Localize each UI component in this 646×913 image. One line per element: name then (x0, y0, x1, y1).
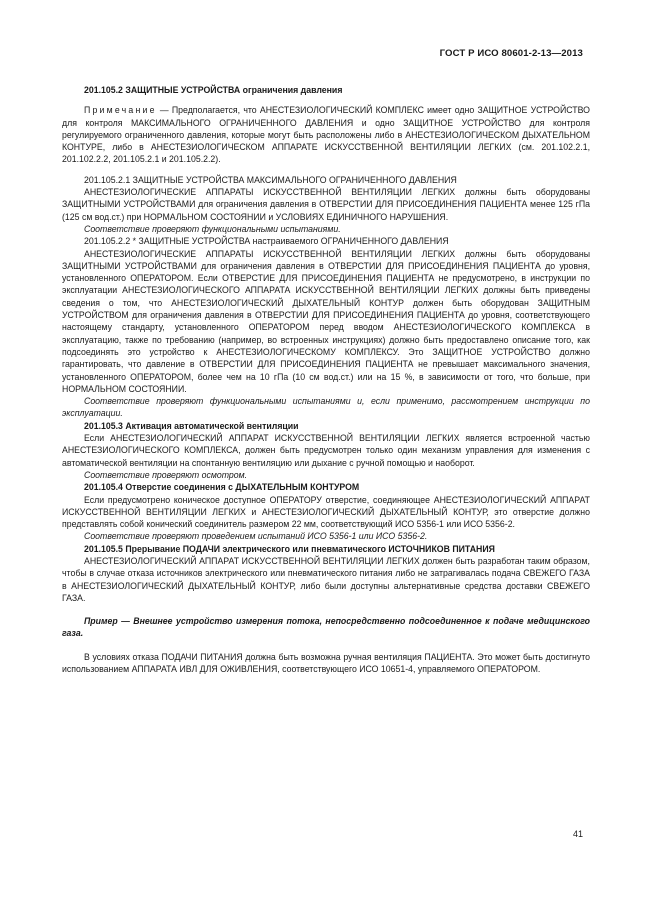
paragraph (62, 223, 590, 235)
paragraph-text: — Предполагается, что АНЕСТЕЗИОЛОГИЧЕСКИЙ КОМПЛЕКС имеет одно ЗАЩИТНОЕ УСТРОЙСТВО для контроля МАКСИМАЛЬНОГО ОГРАНИЧЕННОГО ДАВЛЕНИЯ и одно ЗАЩИТНОЕ УСТРОЙСТВО для контроля регулируемого ограниченного давления, которые могут быть расположены либо в АНЕСТЕЗИОЛОГИЧЕСКОМ ДЫХАТЕЛЬНОМ КОНТУРЕ, либо в АНЕСТЕЗИОЛОГИЧЕСКОМ АППАРАТЕ ИСКУССТВЕННОЙ ВЕНТИЛЯЦИИ ЛЕГКИХ (см. 201.102.2.1, 201.102.2.2, 201.105.2.1 и 201.105.2.2). (62, 105, 590, 165)
paragraph-text: Пример — Внешнее устройство измерения потока, непосредственно подсоединенное к подаче медицинского газа. (62, 616, 590, 639)
paragraph-text: 201.105.5 Прерывание ПОДАЧИ электрического или пневматического ИСТОЧНИКОВ ПИТАНИЯ (84, 543, 495, 554)
paragraph-text: Соответствие проверяют осмотром. (84, 469, 248, 480)
paragraph (62, 235, 590, 247)
paragraph-text: АНЕСТЕЗИОЛОГИЧЕСКИЕ АППАРАТЫ ИСКУССТВЕННОЙ ВЕНТИЛЯЦИИ ЛЕГКИХ должны быть оборудованы ЗАЩИТНЫМИ УСТРОЙСТВАМИ для ограничения давления в ОТВЕРСТИИ ДЛЯ ПРИСОЕДИНЕНИЯ ПАЦИЕНТА до уровня, установленного ОПЕРАТОРОМ. Если ОТВЕРСТИЕ ДЛЯ ПРИСОЕДИНЕНИЯ ПАЦИЕНТА не предусмотрено, в инструкции по эксплуатации АНЕСТЕЗИОЛОГИЧЕСКОГО АППАРАТА ИСКУССТВЕННОЙ ВЕНТИЛЯЦИИ ЛЕГКИХ должны быть приведены сведения о том, что АНЕСТЕЗИОЛОГИЧЕСКИЙ ДЫХАТЕЛЬНЫЙ КОНТУР должен быть оборудован ЗАЩИТНЫМ УСТРОЙСТВОМ для ограничения давления в ОТВЕРСТИИ ДЛЯ ПРИСОЕДИНЕНИЯ ПАЦИЕНТА до уровня, соответствующего настоящему стандарту, установленного ОПЕРАТОРОМ перед вводом АНЕСТЕЗИОЛОГИЧЕСКОГО КОМПЛЕКСА в эксплуатацию, также по требованию (например, во встроенных инструкциях) должно быть предоставлено описание того, как подсоединять это устройство к АНЕСТЕЗИОЛОГИЧЕСКОМУ КОМПЛЕКСУ. Это ЗАЩИТНОЕ УСТРОЙСТВО должно гарантировать, что давление в ОТВЕРСТИИ ДЛЯ ПРИСОЕДИНЕНИЯ ПАЦИЕНТА не превышает максимального значения, установленного ОПЕРАТОРОМ, более чем на 10 гПа (10 см вод.ст.) или на 15 %, в зависимости от того, что больше, при НОРМАЛЬНОМ СОСТОЯНИИ. (62, 248, 590, 394)
paragraph-text: Соответствие проверяют функциональными испытаниями и, если применимо, рассмотрением инструкции по эксплуатации. (62, 396, 590, 419)
paragraph (62, 494, 590, 531)
paragraph (62, 432, 590, 469)
paragraph (62, 84, 590, 96)
paragraph-text: Соответствие проверяют проведением испытаний ИСО 5356-1 или ИСО 5356-2. (84, 531, 428, 542)
paragraph (62, 104, 590, 165)
paragraph-text: 201.105.2.2 * ЗАЩИТНЫЕ УСТРОЙСТВА настраиваемого ОГРАНИЧЕННОГО ДАВЛЕНИЯ (84, 236, 449, 247)
paragraph (62, 174, 590, 186)
paragraph (62, 615, 590, 640)
paragraph-text: 201.105.2.1 ЗАЩИТНЫЕ УСТРОЙСТВА МАКСИМАЛЬНОГО ОГРАНИЧЕННОГО ДАВЛЕНИЯ (84, 174, 457, 185)
paragraph-text: Соответствие проверяют функциональными испытаниями. (84, 223, 341, 234)
document-code-header: ГОСТ Р ИСО 80601-2-13—2013 (439, 48, 583, 59)
paragraph (62, 481, 590, 493)
paragraph (62, 543, 590, 555)
page-number: 41 (572, 829, 583, 839)
document-body (62, 80, 590, 675)
paragraph (62, 651, 590, 676)
paragraph (62, 420, 590, 432)
paragraph-text: АНЕСТЕЗИОЛОГИЧЕСКИЕ АППАРАТЫ ИСКУССТВЕННОЙ ВЕНТИЛЯЦИИ ЛЕГКИХ должны быть оборудованы ЗАЩИТНЫМИ УСТРОЙСТВАМИ для ограничения давления в ОТВЕРСТИИ ДЛЯ ПРИСОЕДИНЕНИЯ ПАЦИЕНТА менее 125 гПа (125 см вод.ст.) при НОРМАЛЬНОМ СОСТОЯНИИ и УСЛОВИЯХ ЕДИНИЧНОГО НАРУШЕНИЯ. (62, 187, 590, 222)
paragraph-text: Если предусмотрено коническое доступное ОПЕРАТОРУ отверстие, соединяющее АНЕСТЕЗИОЛОГИЧЕСКИЙ АППАРАТ ИСКУССТВЕННОЙ ВЕНТИЛЯЦИИ ЛЕГКИХ и АНЕСТЕЗИОЛОГИЧЕСКИЙ ДЫХАТЕЛЬНЫЙ КОНТУР, это отверстие должно представлять собой конический соединитель размером 22 мм, соответствующий ИСО 5356-1 или ИСО 5356-2. (62, 494, 590, 530)
paragraph (62, 555, 590, 604)
paragraph-text: В условиях отказа ПОДАЧИ ПИТАНИЯ должна быть возможна ручная вентиляция ПАЦИЕНТА. Это может быть достигнуто использованием АППАРАТА ИВЛ ДЛЯ ОЖИВЛЕНИЯ, соответствующего ИСО 10651-4, управляемого ОПЕРАТОРОМ. (62, 651, 590, 675)
paragraph-text: 201.105.3 Активация автоматической вентиляции (84, 420, 299, 431)
paragraph (62, 186, 590, 223)
paragraph (62, 530, 590, 542)
paragraph (62, 248, 590, 396)
paragraph-text: 201.105.2 ЗАЩИТНЫЕ УСТРОЙСТВА ограничения давления (84, 85, 343, 95)
paragraph-text: АНЕСТЕЗИОЛОГИЧЕСКИЙ АППАРАТ ИСКУССТВЕННОЙ ВЕНТИЛЯЦИИ ЛЕГКИХ должен быть разработан таким образом, чтобы в случае отказа источников электрического или пневматического питания либо не затрагивалась подача СВЕЖЕГО ГАЗА в АНЕСТЕЗИОЛОГИЧЕСКИЙ ДЫХАТЕЛЬНЫЙ КОНТУР, либо были доступны альтернативные средства доставки СВЕЖЕГО ГАЗА. (62, 555, 590, 603)
paragraph (62, 395, 590, 420)
paragraph (62, 469, 590, 481)
paragraph-text: Если АНЕСТЕЗИОЛОГИЧЕСКИЙ АППАРАТ ИСКУССТВЕННОЙ ВЕНТИЛЯЦИИ ЛЕГКИХ является встроенной частью АНЕСТЕЗИОЛОГИЧЕСКОГО КОМПЛЕКСА, должен быть предусмотрен только один механизм управления для изменения с автоматической вентиляции на спонтанную вентиляцию или дыхание с ручной помощью и наоборот. (62, 433, 590, 468)
note-label: Примечание (84, 105, 157, 116)
paragraph-text: 201.105.4 Отверстие соединения с ДЫХАТЕЛЬНЫМ КОНТУРОМ (84, 482, 360, 493)
